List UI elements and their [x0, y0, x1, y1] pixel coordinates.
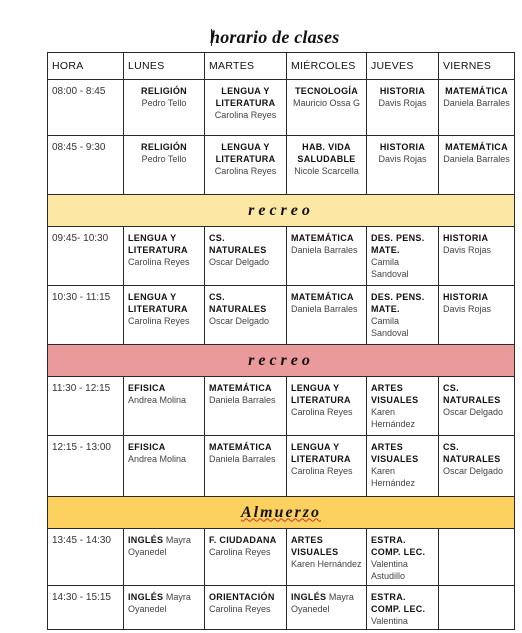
- class-cell: TECNOLOGÍA Mauricio Ossa G: [287, 80, 367, 136]
- time-cell: 08:00 - 8:45: [48, 80, 124, 136]
- table-row: [48, 80, 515, 136]
- class-cell: HISTORIA Davis Rojas: [439, 227, 515, 286]
- class-cell: CS. NATURALES Oscar Delgado: [439, 377, 515, 436]
- header-miercoles: MIÉRCOLES: [287, 53, 367, 80]
- time-cell: 10:30 - 11:15: [48, 286, 124, 345]
- break-label: Almuerzo: [48, 497, 515, 529]
- class-cell: EFISICA Andrea Molina: [124, 377, 205, 436]
- class-cell: ESTRA. COMP. LEC. Valentina Astudillo: [367, 529, 439, 586]
- break-row-recreo-1: [48, 195, 515, 227]
- class-cell: RELIGIÓN Pedro Tello: [124, 80, 205, 136]
- header-viernes: VIERNES: [439, 53, 515, 80]
- time-cell: 14:30 - 15:15: [48, 586, 124, 630]
- time-cell: 12:15 - 13:00: [48, 436, 124, 497]
- class-cell: ORIENTACIÓN Carolina Reyes: [205, 586, 287, 630]
- break-label: recreo: [48, 345, 515, 377]
- class-cell: LENGUA Y LITERATURA Carolina Reyes: [205, 136, 287, 195]
- class-cell: ARTES VISUALES Karen Hernández: [367, 377, 439, 436]
- class-cell: HISTORIA Davis Rojas: [439, 286, 515, 345]
- header-jueves: JUEVES: [367, 53, 439, 80]
- class-cell: ESTRA. COMP. LEC. Valentina: [367, 586, 439, 630]
- page-title: horario de clases: [210, 27, 340, 47]
- schedule-table: [47, 52, 515, 630]
- table-row: [48, 377, 515, 436]
- class-cell: F. CIUDADANA Carolina Reyes: [205, 529, 287, 586]
- class-cell: LENGUA Y LITERATURA Carolina Reyes: [287, 377, 367, 436]
- time-cell: 08:45 - 9:30: [48, 136, 124, 195]
- class-cell: INGLÉS Mayra Oyanedel: [124, 529, 205, 586]
- class-cell: INGLÉS Mayra Oyanedel: [124, 586, 205, 630]
- empty-cell: [439, 529, 515, 586]
- table-row: [48, 227, 515, 286]
- table-row: [48, 529, 515, 586]
- class-cell: LENGUA Y LITERATURA Carolina Reyes: [124, 227, 205, 286]
- class-cell: LENGUA Y LITERATURA Carolina Reyes: [287, 436, 367, 497]
- class-cell: MATEMÁTICA Daniela Barrales: [287, 227, 367, 286]
- class-cell: MATEMÁTICA Daniela Barrales: [205, 377, 287, 436]
- table-row: [48, 286, 515, 345]
- header-row: [48, 53, 515, 80]
- table-row: [48, 436, 515, 497]
- class-cell: RELIGIÓN Pedro Tello: [124, 136, 205, 195]
- time-cell: 11:30 - 12:15: [48, 377, 124, 436]
- class-cell: DES. PENS. MATE. Camila Sandoval: [367, 227, 439, 286]
- break-label: recreo: [48, 195, 515, 227]
- table-row: [48, 136, 515, 195]
- class-cell: ARTES VISUALES Karen Hernández: [287, 529, 367, 586]
- header-hora: HORA: [48, 53, 124, 80]
- class-cell: CS. NATURALES Oscar Delgado: [205, 227, 287, 286]
- class-cell: LENGUA Y LITERATURA Carolina Reyes: [205, 80, 287, 136]
- time-cell: 09:45- 10:30: [48, 227, 124, 286]
- class-cell: MATEMÁTICA Daniela Barrales: [287, 286, 367, 345]
- table-row: [48, 586, 515, 630]
- class-cell: CS. NATURALES Oscar Delgado: [205, 286, 287, 345]
- class-cell: CS. NATURALES Oscar Delgado: [439, 436, 515, 497]
- class-cell: INGLÉS Mayra Oyanedel: [287, 586, 367, 630]
- empty-cell: [439, 586, 515, 630]
- class-cell: EFISICA Andrea Molina: [124, 436, 205, 497]
- class-cell: MATEMÁTICA Daniela Barrales: [205, 436, 287, 497]
- class-cell: MATEMÁTICA Daniela Barrales: [439, 80, 515, 136]
- break-row-almuerzo: [48, 497, 515, 529]
- break-row-recreo-2: [48, 345, 515, 377]
- time-cell: 13:45 - 14:30: [48, 529, 124, 586]
- class-cell: HISTORIA Davis Rojas: [367, 80, 439, 136]
- class-cell: HAB. VIDA SALUDABLE Nicole Scarcella: [287, 136, 367, 195]
- header-lunes: LUNES: [124, 53, 205, 80]
- class-cell: DES. PENS. MATE. Camila Sandoval: [367, 286, 439, 345]
- class-cell: MATEMÁTICA Daniela Barrales: [439, 136, 515, 195]
- class-cell: LENGUA Y LITERATURA Carolina Reyes: [124, 286, 205, 345]
- class-cell: ARTES VISUALES Karen Hernández: [367, 436, 439, 497]
- header-martes: MARTES: [205, 53, 287, 80]
- class-cell: HISTORIA Davis Rojas: [367, 136, 439, 195]
